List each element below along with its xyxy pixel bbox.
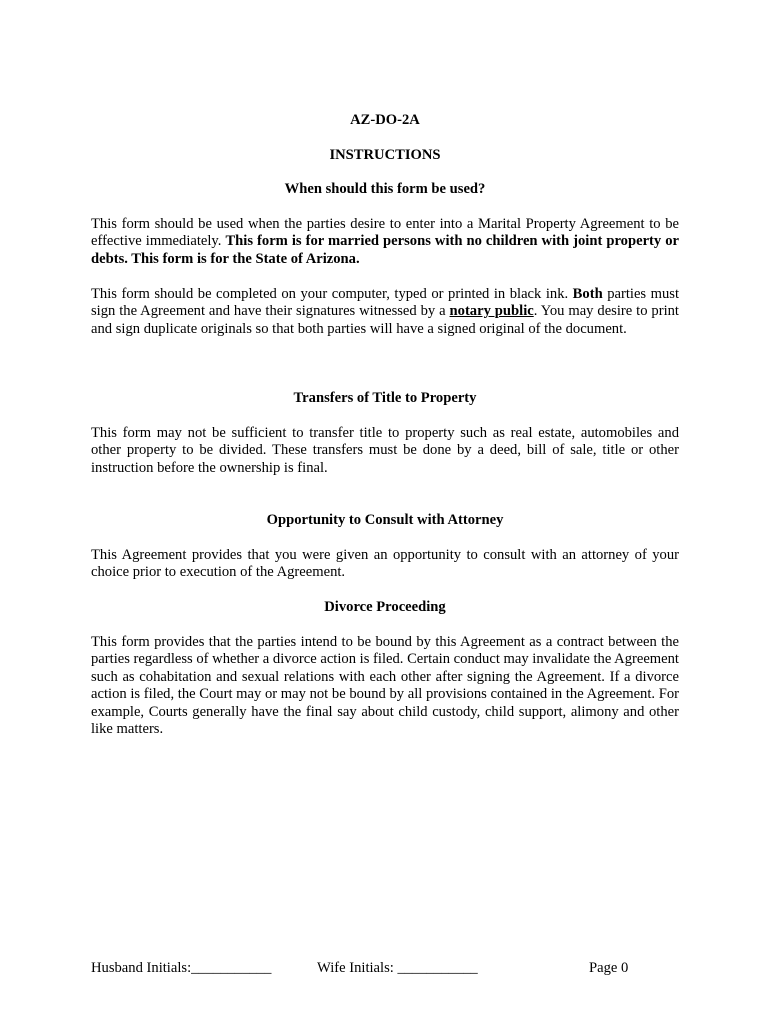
section-heading-when-used: When should this form be used? (284, 181, 486, 197)
paragraph-text: This form should be completed on your computer, typed or printed in black ink. (91, 286, 573, 302)
paragraph-when-used-2 (91, 286, 679, 338)
paragraph-transfers: This form may not be sufficient to transfer title to property such as real estate, automobiles and other property to be divided. These transfers must be done by a deed, bill of sale, title or other instruction before the ownership is final. (91, 425, 679, 476)
section-heading-attorney: Opportunity to Consult with Attorney (266, 512, 504, 528)
paragraph-when-used-1 (91, 216, 679, 268)
form-code: AZ-DO-2A (350, 112, 420, 128)
footer-page-number: Page 0 (589, 960, 629, 976)
paragraph-attorney: This Agreement provides that you were given an opportunity to consult with an attorney of your choice prior to execution of the Agreement. (91, 547, 679, 581)
paragraph-divorce: This form provides that the parties intend to be bound by this Agreement as a contract between the parties regardless of whether a divorce action is filed. Certain conduct may invalidate the Agreement such as cohabitation and sexual relations with each other after signing the Agreement. If a divorce action is filed, the Court may or may not be bound by all provisions contained in the Agreement. For example, Courts generally have the final say about child custody, child support, alimony and other like matters. (91, 634, 679, 738)
footer-husband-initials: Husband Initials:___________ (91, 960, 272, 976)
paragraph-text: . You may desire to print and sign duplicate originals so that both parties will have a signed original of the document. (91, 303, 679, 337)
paragraph-bold-text: Both (572, 286, 603, 302)
paragraph-text: parties must sign the Agreement and have their signatures witnessed by a (91, 286, 679, 320)
section-heading-divorce: Divorce Proceeding (324, 599, 446, 615)
instructions-heading: INSTRUCTIONS (329, 147, 441, 163)
paragraph-bold-text: This form is for married persons with no children with joint property or debts. This form is for the State of Arizona. (91, 233, 679, 267)
notary-public-emphasis: notary public (449, 303, 534, 320)
paragraph-text: This form should be used when the parties desire to enter into a Marital Property Agreement to be effective immediately. (91, 216, 679, 250)
footer-wife-initials: Wife Initials: ___________ (317, 960, 478, 976)
section-heading-transfers: Transfers of Title to Property (293, 390, 477, 406)
